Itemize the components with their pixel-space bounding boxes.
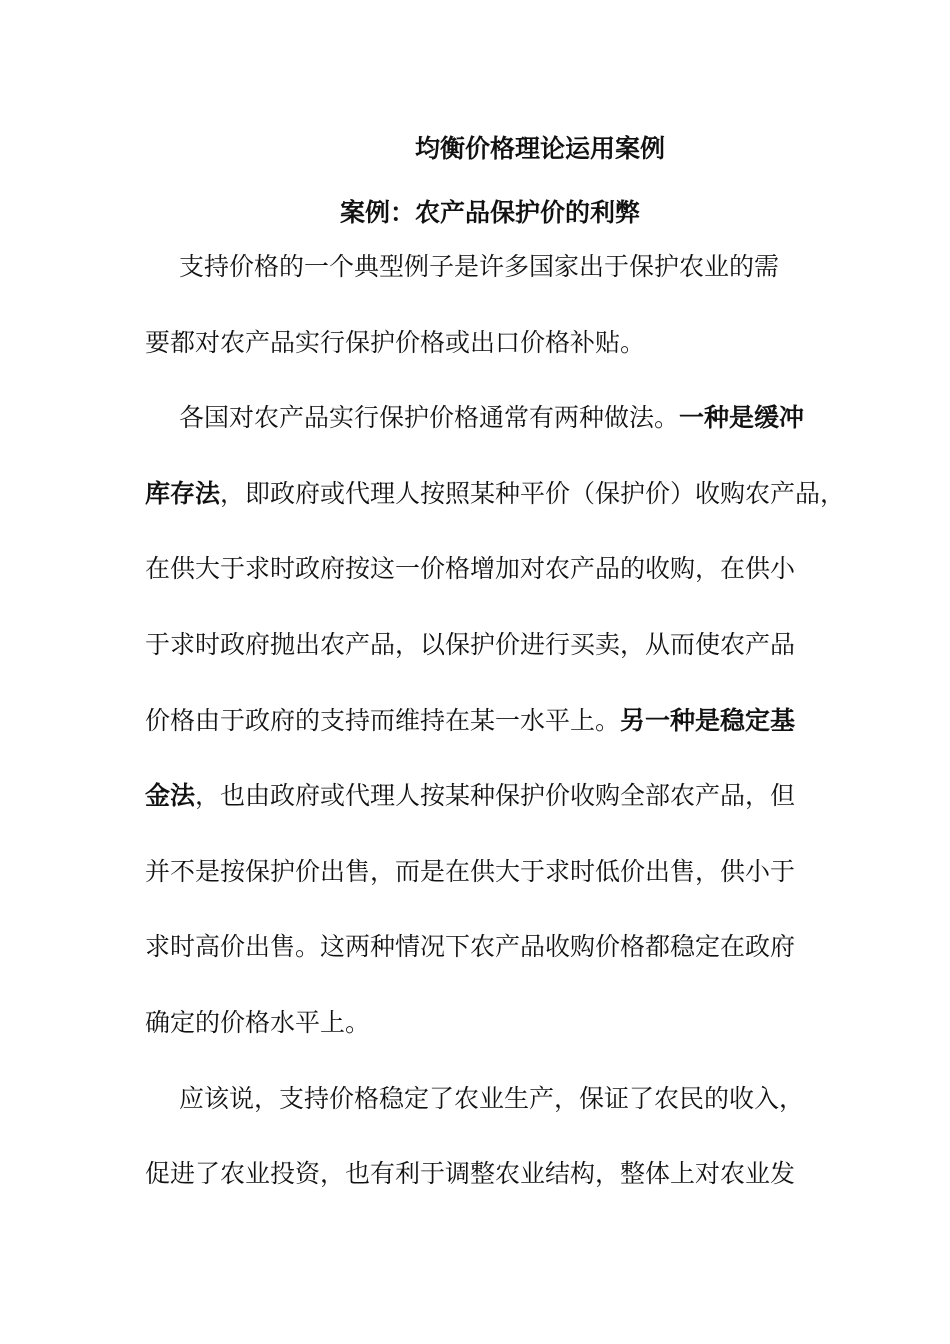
paragraph-line	[145, 247, 815, 323]
line-text: ，即政府或代理人按照某种平价（保护价）收购农产品，	[220, 478, 846, 508]
line-text: 在供大于求时政府按这一价格增加对农产品的收购，在供小	[145, 554, 796, 584]
paragraph-line	[145, 927, 815, 1003]
document-title: 均衡价格理论运用案例	[414, 134, 665, 163]
bold-term: 库存法	[145, 478, 221, 508]
paragraph-line	[145, 1079, 815, 1155]
bold-term: 另一种是稳定基	[620, 705, 796, 735]
paragraph-line	[145, 701, 815, 777]
paragraph-line	[145, 398, 815, 474]
paragraph-line	[145, 1154, 815, 1230]
line-text: 要都对农产品实行保护价格或出口价格补贴。	[145, 327, 646, 357]
bold-term: 金法	[145, 781, 196, 811]
document-body	[145, 247, 846, 1230]
line-text: ，也由政府或代理人按某种保护价收购全部农产品，但	[195, 781, 796, 811]
paragraph-line	[145, 776, 815, 852]
paragraph-line	[145, 1003, 815, 1079]
line-text: 各国对农产品实行保护价格通常有两种做法。	[179, 403, 680, 433]
line-text: 并不是按保护价出售，而是在供大于求时低价出售，供小于	[145, 856, 796, 886]
paragraph-line	[145, 549, 815, 625]
paragraph-line	[145, 852, 815, 928]
line-text: 于求时政府抛出农产品，以保护价进行买卖，从而使农产品	[145, 629, 796, 659]
line-text: 求时高价出售。这两种情况下农产品收购价格都稳定在政府	[145, 932, 796, 962]
paragraph-line	[145, 474, 846, 550]
line-text: 确定的价格水平上。	[145, 1007, 371, 1037]
document-subtitle: 案例：农产品保护价的利弊	[339, 198, 640, 227]
paragraph-line	[145, 323, 815, 399]
line-text: 支持价格的一个典型例子是许多国家出于保护农业的需	[179, 252, 780, 281]
bold-term: 一种是缓冲	[679, 403, 805, 433]
paragraph-line	[145, 625, 815, 701]
line-text: 促进了农业投资，也有利于调整农业结构，整体上对农业发	[145, 1159, 796, 1189]
line-text: 价格由于政府的支持而维持在某一水平上。	[145, 705, 621, 735]
line-text: 应该说，支持价格稳定了农业生产，保证了农民的收入，	[179, 1083, 805, 1113]
